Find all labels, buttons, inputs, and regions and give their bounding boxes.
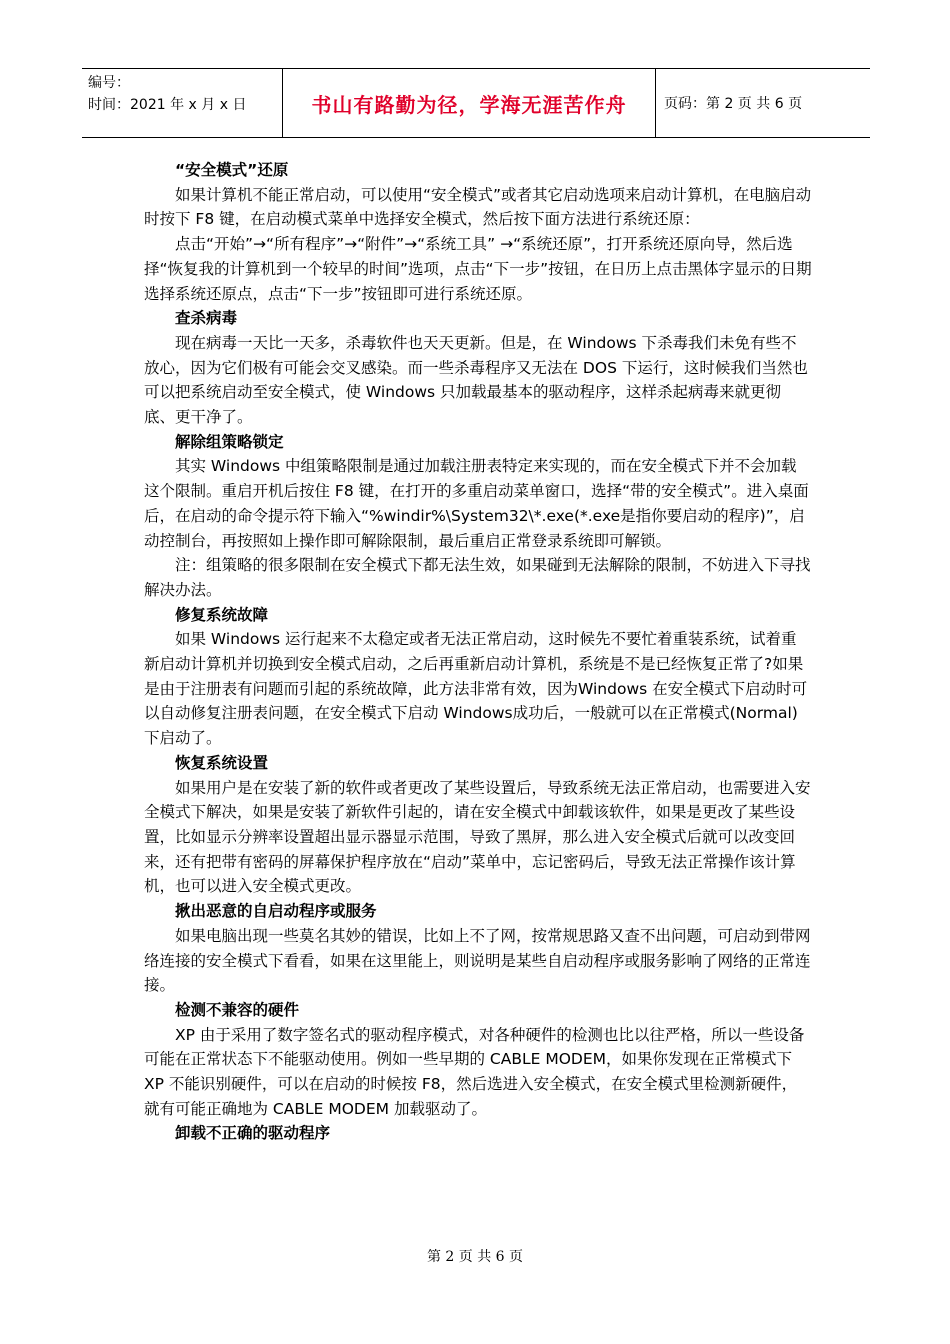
section-heading: 恢复系统设置 — [175, 753, 269, 772]
section-heading: 检测不兼容的硬件 — [175, 1000, 300, 1019]
section-heading: 解除组策略锁定 — [175, 432, 284, 451]
section-heading: 揪出恶意的自启动程序或服务 — [175, 902, 377, 921]
section-heading: “安全模式”还原 — [175, 161, 289, 179]
section-heading: 修复系统故障 — [175, 605, 269, 624]
section-heading: 卸载不正确的驱动程序 — [175, 1124, 331, 1143]
document-body — [144, 158, 812, 1146]
paragraph: 点击“开始”→“所有程序”→“附件”→“系统工具” →“系统还原”，打开系统还原向导，然后选择“恢复我的计算机到一个较早的时间”选项，点击“下一步”按钮，在日历上点击黑体字显示的日期选择系统还原点，点击“下一步”按钮即可进行系统还原。 — [144, 235, 812, 303]
paragraph: 现在病毒一天比一天多，杀毒软件也天天更新。但是，在 Windows 下杀毒我们未免有些不放心，因为它们极有可能会交叉感染。而一些杀毒程序又无法在 DOS 下运行，这时候我们当然也可以把系统启动至安全模式，使 Windows 只加载最基本的驱动程序，这样杀起病毒来就更彻底、更干净了。 — [144, 333, 808, 427]
header-page-info: 页码：第 2 页 共 6 页 — [664, 96, 803, 112]
time-label: 时间：2021 年 x 月 x 日 — [88, 97, 247, 113]
paragraph: 其实 Windows 中组策略限制是通过加载注册表特定来实现的，而在安全模式下并不会加载这个限制。重启开机后按住 F8 键，在打开的多重启动菜单窗口，选择“带的安全模式”。进入桌面后，在启动的命令提示符下输入“%windir%\System32\*.exe(*.exe是指你要启动的程序)”，启动控制台，再按照如上操作即可解除限制，最后重启正常登录系统即可解锁。 — [144, 457, 809, 550]
paragraph: 如果计算机不能正常启动，可以使用“安全模式”或者其它启动选项来启动计算机，在电脑启动时按下 F8 键，在启动模式菜单中选择安全模式，然后按下面方法进行系统还原： — [144, 185, 812, 229]
paragraph: 如果用户是在安装了新的软件或者更改了某些设置后，导致系统无法正常启动，也需要进入安全模式下解决，如果是安装了新软件引起的，请在安全模式中卸载该软件，如果是更改了某些设置，比如显示分辨率设置超出显示器显示范围，导致了黑屏，那么进入安全模式后就可以改变回来，还有把带有密码的屏幕保护程序放在“启动”菜单中，忘记密码后，导致无法正常操作该计算机，也可以进入安全模式更改。 — [144, 778, 811, 896]
paragraph: 如果电脑出现一些莫名其妙的错误，比如上不了网，按常规思路又查不出问题，可启动到带网络连接的安全模式下看看，如果在这里能上，则说明是某些自启动程序或服务影响了网络的正常连接。 — [144, 926, 811, 995]
page-footer: 第 2 页 共 6 页 — [426, 1249, 524, 1265]
page-header — [82, 68, 870, 138]
paragraph: 如果 Windows 运行起来不太稳定或者无法正常启动，这时候先不要忙着重装系统，试着重新启动计算机并切换到安全模式启动，之后再重新启动计算机，系统是不是已经恢复正常了?如果是由于注册表有问题而引起的系统故障，此方法非常有效，因为Windows 在安全模式下启动时可以自动修复注册表问题，在安全模式下启动 Windows成功后，一般就可以在正常模式(Normal)下启动了。 — [144, 630, 808, 748]
header-motto: 书山有路勤为径，学海无涯苦作舟 — [283, 69, 656, 137]
paragraph: XP 由于采用了数字签名式的驱动程序模式，对各种硬件的检测也比以往严格，所以一些设备可能在正常状态下不能驱动使用。例如一些早期的 CABLE MODEM，如果你发现在正常模式下 XP 不能识别硬件，可以在启动的时候按 F8，然后选进入安全模式，在安全模式里检测新硬件，就有可能正确地为 CABLE MODEM 加载驱动了。 — [144, 1025, 805, 1118]
paragraph: 注：组策略的很多限制在安全模式下都无法生效，如果碰到无法解除的限制，不妨进入下寻找解决办法。 — [144, 556, 811, 599]
header-meta — [82, 69, 283, 137]
section-heading: 查杀病毒 — [175, 309, 238, 328]
number-label: 编号： — [88, 75, 130, 91]
